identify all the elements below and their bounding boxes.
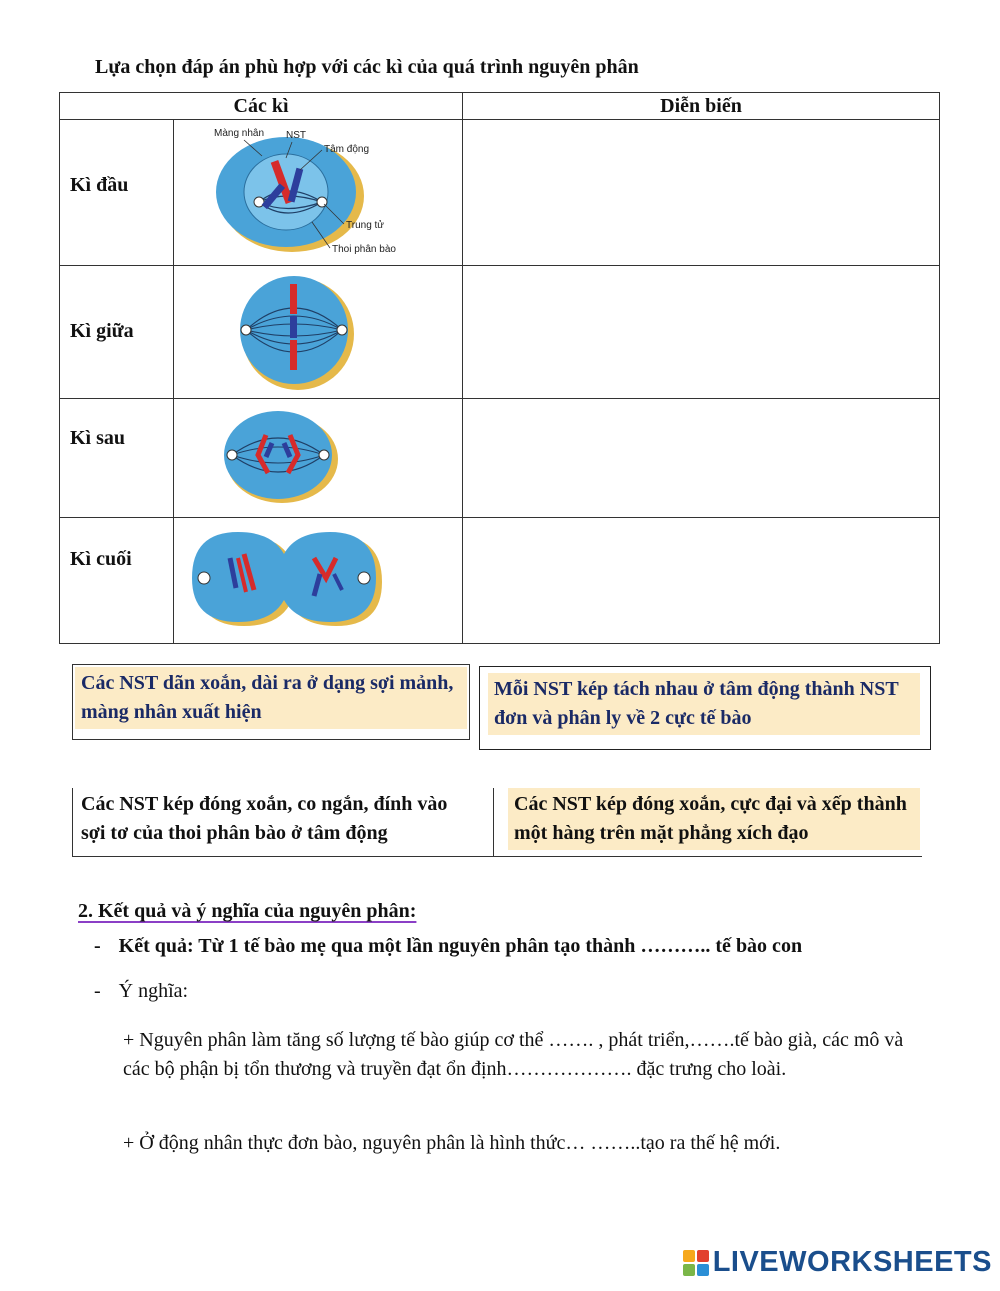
section-2-heading: 2. Kết quả và ý nghĩa của nguyên phân: — [78, 900, 417, 922]
label-membrane: Màng nhân — [214, 128, 265, 139]
result-line: - Kết quả: Từ 1 tế bào mẹ qua một lần nguyên phân tạo thành ……….. tế bào con — [94, 935, 803, 957]
stage-prophase: Kì đầu — [60, 120, 174, 266]
stage-anaphase: Kì sau — [60, 399, 174, 518]
meaning-paragraph-2: + Ở động nhân thực đơn bào, nguyên phân là hình thức… ……..tạo ra thế hệ mới. — [123, 1132, 781, 1154]
liveworksheets-logo: LIVEWORKSHEETS — [683, 1246, 992, 1279]
answer-slot-telophase[interactable] — [463, 518, 940, 644]
answer-slot-metaphase[interactable] — [463, 266, 940, 399]
answer-slot-prophase[interactable] — [463, 120, 940, 266]
answer-card-1[interactable]: Các NST dãn xoắn, dài ra ở dạng sợi mảnh, màng nhân xuất hiện — [72, 664, 470, 740]
logo-icon — [683, 1250, 709, 1276]
worksheet-title: Lựa chọn đáp án phù hợp với các kì của quá trình nguyên phân — [95, 56, 639, 78]
answer-card-4[interactable]: Các NST kép đóng xoắn, cực đại và xếp thành một hàng trên mặt phẳng xích đạo — [493, 788, 922, 857]
mitosis-table — [59, 92, 940, 644]
label-centriole: Trung tử — [346, 220, 385, 231]
header-stages: Các kì — [60, 93, 463, 120]
stage-metaphase: Kì giữa — [60, 266, 174, 399]
label-nst: NST — [286, 130, 306, 141]
label-spindle: Thoi phân bào — [332, 244, 396, 255]
answer-card-2[interactable]: Mỗi NST kép tách nhau ở tâm động thành NST đơn và phân ly về 2 cực tế bào — [479, 666, 931, 750]
meaning-paragraph-1: + Nguyên phân làm tăng số lượng tế bào giúp cơ thể ……. , phát triển,…….tế bào già, các mô và các bộ phận bị tổn thương và truyền đạt ổn định………………. đặc trưng cho loài. — [123, 1029, 904, 1080]
answer-slot-anaphase[interactable] — [463, 399, 940, 518]
anaphase-image — [174, 399, 463, 518]
header-events: Diễn biến — [463, 93, 940, 120]
meaning-line: - Ý nghĩa: — [94, 980, 189, 1002]
stage-telophase: Kì cuối — [60, 518, 174, 644]
label-centromere: Tâm động — [324, 144, 370, 155]
telophase-image — [174, 518, 463, 644]
answer-card-3[interactable]: Các NST kép đóng xoắn, co ngắn, đính vào sợi tơ của thoi phân bào ở tâm động — [72, 788, 493, 857]
metaphase-image — [174, 266, 463, 399]
prophase-image — [174, 120, 463, 266]
